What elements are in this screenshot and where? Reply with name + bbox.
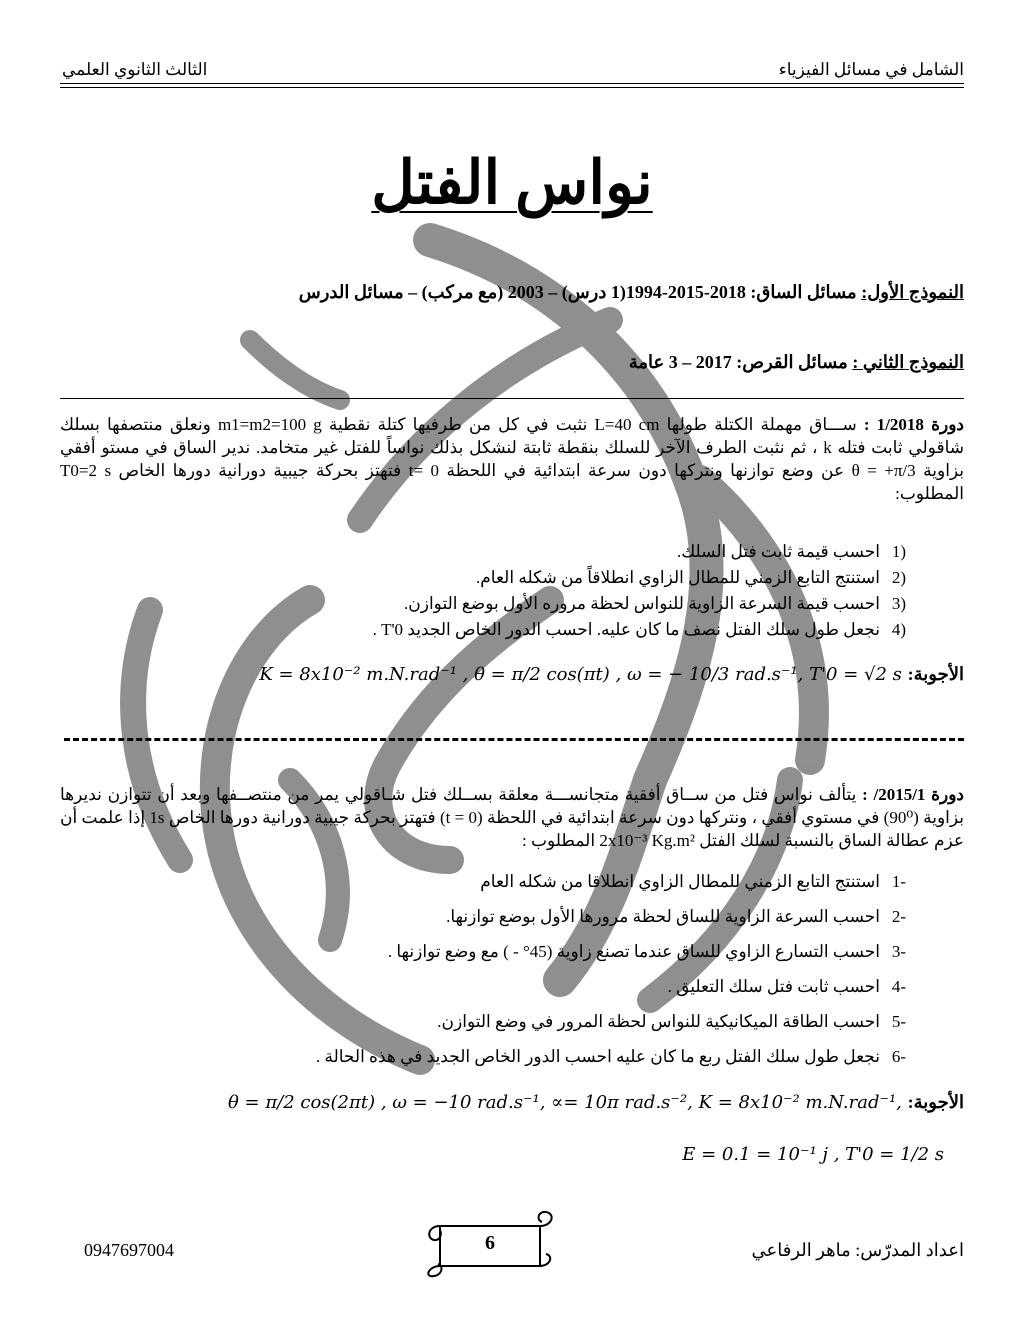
model-one-label: النموذج الأول: <box>861 282 964 302</box>
answers-label: الأجوبة: <box>907 1092 964 1112</box>
footer-phone: 0947697004 <box>84 1240 174 1260</box>
section-divider <box>60 398 964 399</box>
list-item: (3احسب قيمة السرعة الزاوية للنواس لحظة مروره الأول بوضع التوازن. <box>404 594 906 613</box>
header-rule <box>60 83 964 84</box>
list-item: -6نجعل طول سلك الفتل ربع ما كان عليه احسب الدور الخاص الجديد في هذه الحالة . <box>315 1047 906 1066</box>
footer-teacher: اعداد المدرّس: ماهر الرفاعي <box>751 1240 964 1260</box>
page-number-scroll <box>420 1208 560 1283</box>
list-item: (1احسب قيمة ثابت فتل السلك. <box>676 542 906 561</box>
page-number: 6 <box>485 1232 495 1254</box>
answer-formula: θ = π/2 cos(2πt) , ω = −10 rad.s⁻¹, ∝= 10π rad.s⁻², K = 8x10⁻² m.N.rad⁻¹, <box>227 1092 902 1113</box>
header-book-title: الشامل في مسائل الفيزياء <box>778 60 964 79</box>
list-item: (2استنتج التابع الزمني للمطال الزاوي انطلاقاً من شكله العام. <box>476 568 906 587</box>
problem-two-text: يتألف نواس فتل من ســاق أفقية متجانســـة معلقة بســلك فتل شـاقولي يمر من منتصــفها وبعد أن تتوازن نديرها بزاوية (90⁰) في مستوي أفقي ، ونتركها دون سرعة ابتدائية في اللحظة (t = 0) فتهتز بحركة جيبية دورانية دورها الخاص 1s إذا علمت أن عزم عطالة الساق بالنسبة لسلك الفتل 2x10⁻³ Kg.m² المطلوب : <box>60 785 964 850</box>
header-rule-thin <box>60 87 964 88</box>
answer-formula-line2: E = 0.1 = 10⁻¹ j , T'0 = 1/2 s <box>682 1144 944 1165</box>
answers-label: الأجوبة: <box>907 664 964 684</box>
page-title: نواس الفتل <box>371 150 653 216</box>
list-item: -5احسب الطاقة الميكانيكية للنواس لحظة المرور في وضع التوازن. <box>437 1012 906 1031</box>
model-two <box>629 352 964 373</box>
problem-one-questions <box>66 542 906 646</box>
problem-one-session: دورة 1/2018 : <box>863 415 964 434</box>
problem-two-statement <box>60 783 964 852</box>
problem-one-answers <box>259 664 964 685</box>
list-item: -1استنتج التابع الزمني للمطال الزاوي انطلاقا من شكله العام <box>480 872 906 891</box>
problem-two-questions <box>66 872 906 1082</box>
header-grade: الثالث الثانوي العلمي <box>62 60 208 79</box>
problem-one-text: ســـاق مهملة الكتلة طولها L=40 cm نثبت في كل من طرفيها كتلة نقطية m1=m2=100 g ونعلق منتصفها بسلك شاقولي ثابت فتله k ، ثم نثبت الطرف الآخر للسلك بنقطة ثابتة لنشكل بذلك نواساً للفتل غير متخامد. ندير الساق في مستو أفقي بزاوية θ = +π/3 عن وضع توازنها ونتركها دون سرعة ابتدائية في اللحظة t= 0 فتهتز بحركة جيبية دورانية دورها الخاص T0=2 s المطلوب: <box>60 415 965 503</box>
model-two-text: مسائل القرص: 2017 – 3 عامة <box>628 352 848 372</box>
model-one <box>299 282 964 303</box>
problem-two-session: دورة 2015/1/ : <box>862 785 965 804</box>
list-item: (4نجعل طول سلك الفتل نصف ما كان عليه. احسب الدور الخاص الجديد T'0 . <box>372 620 906 639</box>
list-item: -2احسب السرعة الزاوية للساق لحظة مرورها الأول بوضع توازنها. <box>446 907 906 926</box>
model-two-label: النموذج الثاني : <box>852 352 964 372</box>
dashed-separator <box>64 738 964 741</box>
list-item: -3احسب التسارع الزاوي للساق عندما تصنع زاوية (45° - ) مع وضع توازنها . <box>387 942 906 961</box>
answer-formula: K = 8x10⁻² m.N.rad⁻¹ , θ = π/2 cos(πt) , ω = − 10/3 rad.s⁻¹, T'0 = √2 s <box>259 664 902 685</box>
model-one-text: مسائل الساق: 2018-2015-1994(1 درس) – 2003 (مع مركب) – مسائل الدرس <box>298 282 857 302</box>
list-item: -4احسب ثابت فتل سلك التعليق . <box>667 977 906 996</box>
problem-one-statement <box>60 413 964 505</box>
problem-two-answers <box>228 1092 964 1113</box>
